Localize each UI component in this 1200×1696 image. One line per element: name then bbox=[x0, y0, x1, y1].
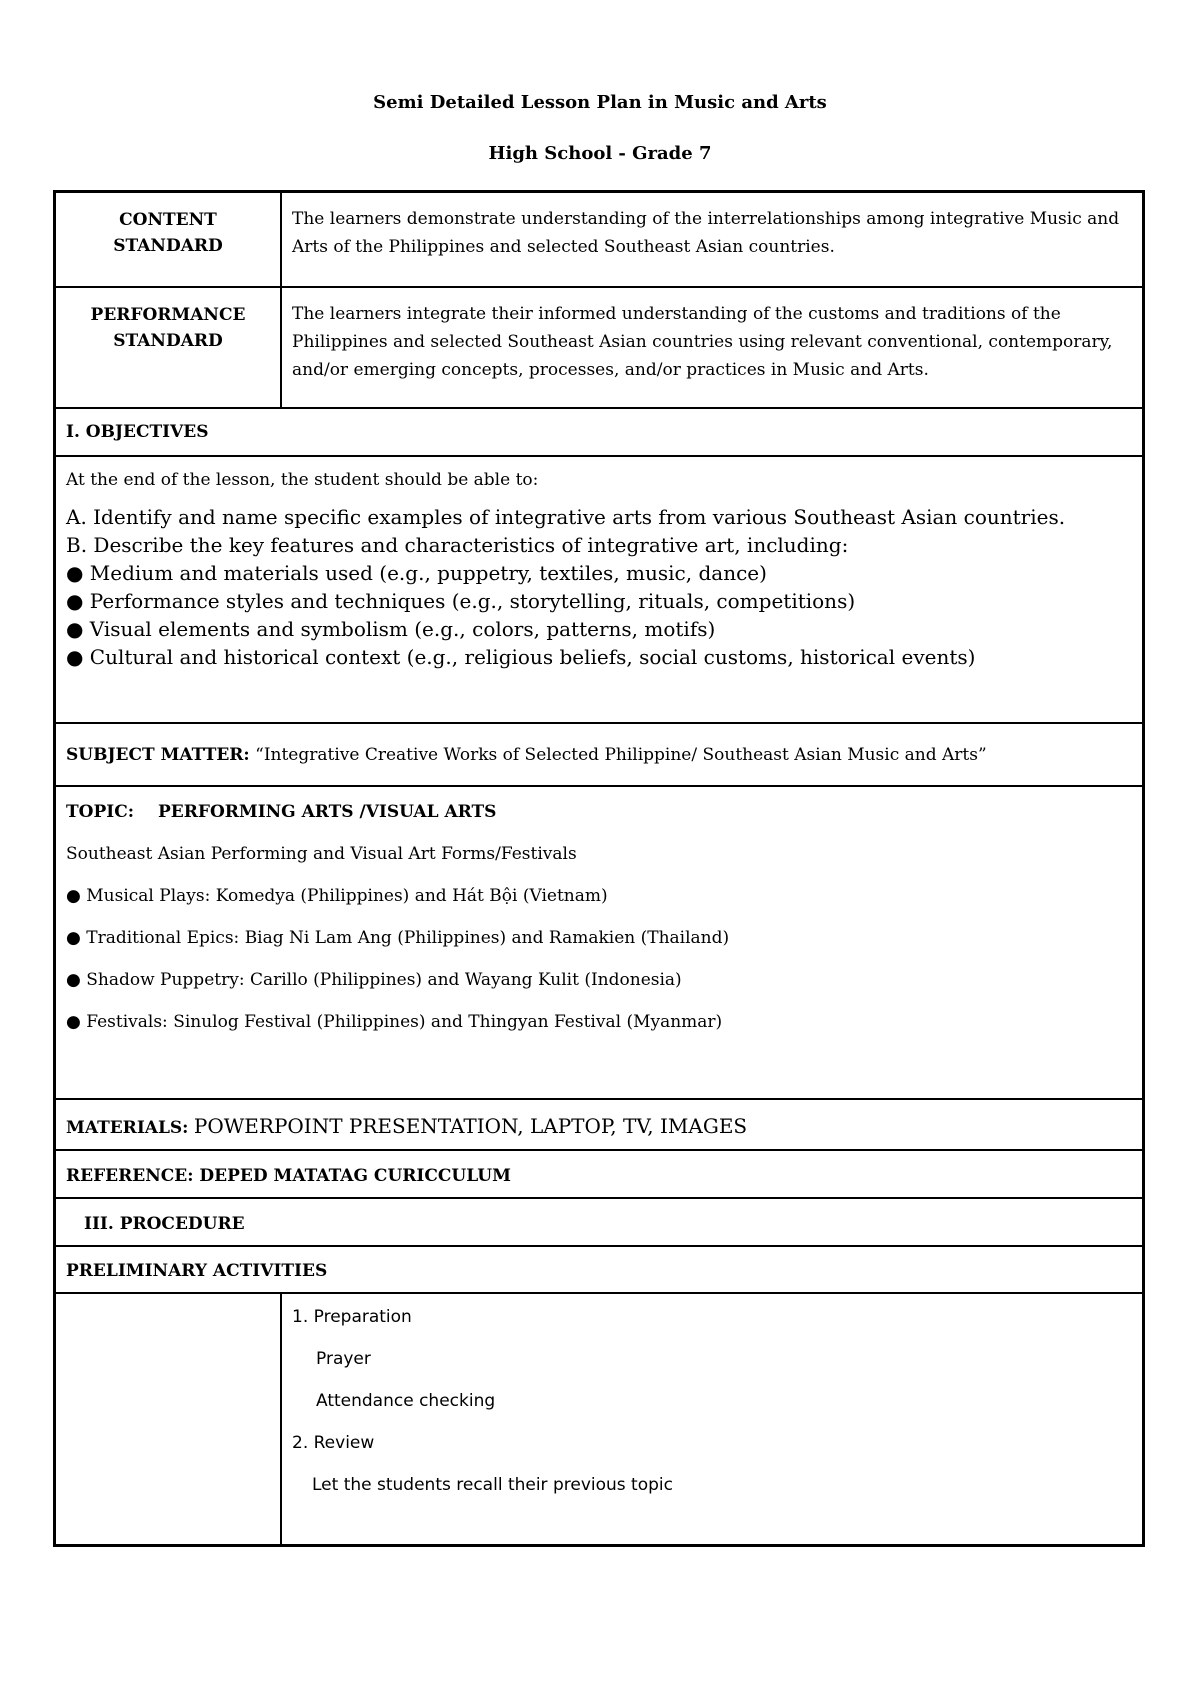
page-subtitle: High School - Grade 7 bbox=[488, 143, 712, 164]
preliminary-steps bbox=[282, 1294, 1142, 1544]
topic-row bbox=[56, 787, 1142, 1100]
step-recall: Let the students recall their previous topic bbox=[312, 1475, 673, 1495]
materials-text: POWERPOINT PRESENTATION, LAPTOP, TV, IMAGES bbox=[193, 1114, 748, 1138]
list-item: ● Shadow Puppetry: Carillo (Philippines) and Wayang Kulit (Indonesia) bbox=[66, 970, 682, 990]
objectives-body bbox=[56, 457, 1142, 722]
step-review: 2. Review bbox=[292, 1433, 375, 1453]
content-standard-label: CONTENT STANDARD bbox=[56, 193, 282, 286]
step-attendance: Attendance checking bbox=[316, 1391, 496, 1411]
subject-matter-label: SUBJECT MATTER: bbox=[66, 745, 250, 765]
list-item: ● Visual elements and symbolism (e.g., colors, patterns, motifs) bbox=[66, 617, 716, 641]
objectives-list bbox=[66, 503, 1130, 671]
list-item: ● Traditional Epics: Biag Ni Lam Ang (Philippines) and Ramakien (Thailand) bbox=[66, 928, 730, 948]
step-preparation: 1. Preparation bbox=[292, 1307, 412, 1327]
topic-subtitle: Southeast Asian Performing and Visual Art Forms/Festivals bbox=[66, 844, 577, 864]
preliminary-heading-row bbox=[56, 1247, 1142, 1294]
list-item: B. Describe the key features and characteristics of integrative art, including: bbox=[66, 533, 849, 557]
reference-text: REFERENCE: DEPED MATATAG CURICCULUM bbox=[66, 1166, 511, 1186]
preliminary-left-cell bbox=[56, 1294, 282, 1544]
content-standard-row bbox=[56, 193, 1142, 288]
preliminary-heading: PRELIMINARY ACTIVITIES bbox=[66, 1261, 328, 1281]
procedure-heading: III. PROCEDURE bbox=[84, 1214, 245, 1234]
objectives-heading: I. OBJECTIVES bbox=[66, 422, 209, 442]
topic-label: TOPIC: bbox=[66, 802, 134, 822]
materials bbox=[56, 1100, 1142, 1149]
list-item: ● Musical Plays: Komedya (Philippines) and Hát Bội (Vietnam) bbox=[66, 886, 608, 906]
step-prayer: Prayer bbox=[316, 1349, 371, 1369]
topic-heading bbox=[66, 799, 1130, 825]
lesson-plan-table bbox=[53, 190, 1145, 1547]
subject-matter-text: “Integrative Creative Works of Selected Philippine/ Southeast Asian Music and Arts” bbox=[255, 745, 987, 765]
reference-row bbox=[56, 1151, 1142, 1199]
list-item: ● Performance styles and techniques (e.g., storytelling, rituals, competitions) bbox=[66, 589, 856, 613]
subject-matter-row bbox=[56, 724, 1142, 787]
topic-body bbox=[56, 787, 1142, 1098]
performance-standard-row bbox=[56, 288, 1142, 409]
page-title: Semi Detailed Lesson Plan in Music and Arts bbox=[373, 92, 827, 113]
objectives-body-row bbox=[56, 457, 1142, 724]
list-item: ● Festivals: Sinulog Festival (Philippines) and Thingyan Festival (Myanmar) bbox=[66, 1012, 723, 1032]
list-item: ● Medium and materials used (e.g., puppetry, textiles, music, dance) bbox=[66, 561, 767, 585]
objectives-intro: At the end of the lesson, the student should be able to: bbox=[66, 470, 539, 490]
procedure-row bbox=[56, 1199, 1142, 1247]
subject-matter bbox=[56, 724, 1142, 785]
list-item: ● Cultural and historical context (e.g., religious beliefs, social customs, historical events) bbox=[66, 645, 976, 669]
objectives-heading-row bbox=[56, 409, 1142, 457]
materials-label: MATERIALS: bbox=[66, 1118, 189, 1138]
topic-title: PERFORMING ARTS /VISUAL ARTS bbox=[158, 802, 497, 822]
performance-standard-text: The learners integrate their informed understanding of the customs and traditions of the Philippines and selected Southeast Asian countries using relevant conventional, contemporary, and/or emerging concepts, processes, and/or practices in Music and Arts. bbox=[292, 304, 1113, 380]
content-standard-text: The learners demonstrate understanding of the interrelationships among integrative Music and Arts of the Philippines and selected Southeast Asian countries. bbox=[292, 209, 1120, 257]
performance-standard-label: PERFORMANCE STANDARD bbox=[56, 288, 282, 407]
materials-row bbox=[56, 1100, 1142, 1151]
preliminary-body-row bbox=[56, 1294, 1142, 1544]
list-item: A. Identify and name specific examples of integrative arts from various Southeast Asian countries. bbox=[66, 505, 1066, 529]
